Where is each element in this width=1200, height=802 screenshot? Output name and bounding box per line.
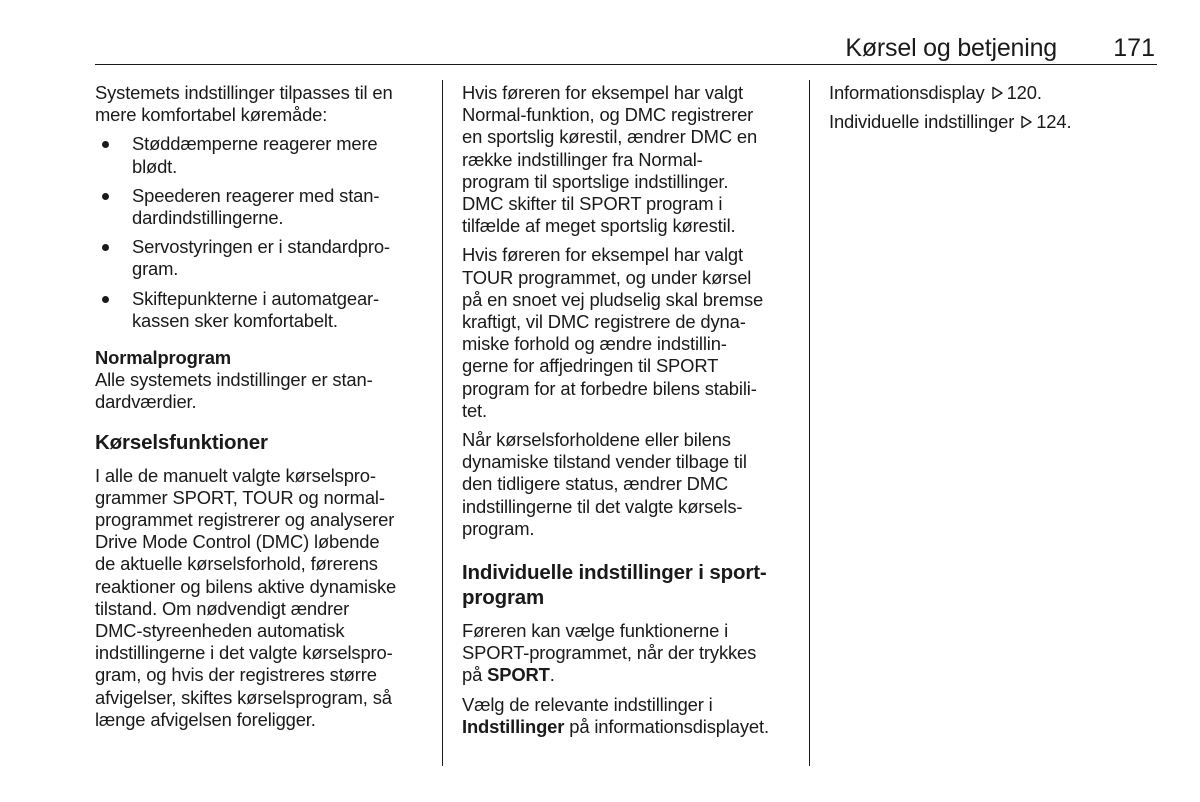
body-paragraph: I alle de manuelt valgte kørselspro- grammer SPORT, TOUR og normal- programmet registrerer og analyserer Drive Mode Control (DMC) løbende de aktuelle kørselsforhold, førerens reaktioner og bilens aktive dynamiske tilstand. Om nødvendigt ændrer DMC-styreenheden automatisk indstillingerne i det valgte kørselspro- gram, og hvis der registreres større afvigelser, skiftes kørselsprogram, så længe afvigelsen foreligger. [95,464,397,730]
normalprogram-heading: Normalprogram [95,347,232,369]
bullet-icon [102,296,109,303]
list-item: Speederen reagerer med stan- dardindstillingerne. [95,185,431,229]
feature-list [95,133,431,332]
reference-arrow-icon [1019,115,1033,129]
list-item: Skiftepunkterne i automatgear- kassen sker komfortabelt. [95,288,431,332]
body-paragraph: Føreren kan vælge funktionerne i SPORT-programmet, når der trykkes på SPORT. [462,620,757,686]
list-item: Støddæmperne reagerer mere blødt. [95,133,431,177]
page-number: 171 [1113,34,1155,62]
body-paragraph: Hvis føreren for eksempel har valgt Normal-funktion, og DMC registrerer en sportslig kørestil, ændrer DMC en række indstillinger fra Normal- program til sportslige indstillinger. DMC skifter til SPORT program i tilfælde af meget sportslig kørestil. [462,82,758,237]
column-divider [442,80,443,766]
bullet-icon [102,244,109,251]
reference-arrow-icon [990,86,1004,100]
page-header [95,28,1157,65]
chapter-title: Kørsel og betjening [845,34,1057,62]
intro-paragraph: Systemets indstillinger tilpasses til en mere komfortabel køremåde: [95,82,393,126]
body-paragraph: Vælg de relevante indstillinger i Indstillinger på informationsdisplayet. [462,693,769,737]
cross-reference: Informationsdisplay 120. [829,82,1042,103]
column-1 [95,82,431,738]
cross-reference: Individuelle indstillinger 124. [829,111,1072,133]
bullet-icon [102,193,109,200]
bullet-icon [102,141,109,148]
normalprogram-paragraph: Alle systemets indstillinger er stan- dardværdier. [95,369,373,413]
body-paragraph: Når kørselsforholdene eller bilens dynamiske tilstand vender tilbage til den tidligere status, ændrer DMC indstillingerne til det valgte kørsels- program. [462,429,747,539]
section-heading: Kørselsfunktioner [95,430,268,454]
list-item: Servostyringen er i standardpro- gram. [95,236,431,280]
sport-button-label: SPORT [487,664,550,686]
column-2 [462,82,798,745]
section-heading: Individuelle indstillinger i sport- program [462,561,767,610]
body-paragraph: Hvis føreren for eksempel har valgt TOUR programmet, og under kørsel på en snoet vej pludselig skal bremse kraftigt, vil DMC registrere de dyna- miske forhold og ændre indstillin- gerne for affjedringen til SPORT program for at forbedre bilens stabili- tet. [462,244,764,421]
column-divider [809,80,810,766]
menu-label: Indstillinger [462,715,565,737]
column-3 [829,82,1159,140]
